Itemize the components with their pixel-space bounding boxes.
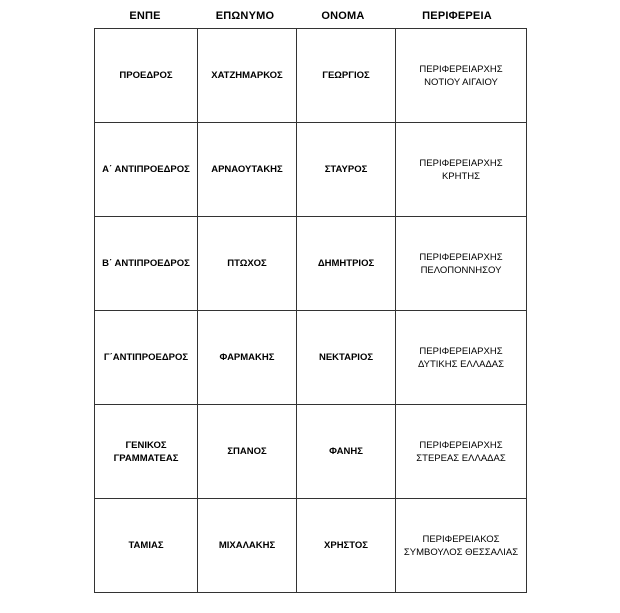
role-text: Α΄ ΑΝΤΙΠΡΟΕΔΡΟΣ (102, 164, 190, 175)
region-line-1: ΠΕΡΙΦΕΡΕΙΑΡΧΗΣ (419, 63, 503, 75)
table-row (95, 405, 527, 499)
role-text: ΠΡΟΕΔΡΟΣ (119, 70, 173, 81)
table-row (95, 123, 527, 217)
header-enpe: ΕΝΠΕ (129, 10, 161, 22)
header-name: ΟΝΟΜΑ (321, 10, 365, 22)
role-cell (95, 217, 198, 311)
region-cell (396, 311, 527, 405)
surname-cell: ΠΤΩΧΟΣ (198, 217, 297, 311)
surname-cell: ΦΑΡΜΑΚΗΣ (198, 311, 297, 405)
role-text: Β΄ ΑΝΤΙΠΡΟΕΔΡΟΣ (102, 258, 190, 269)
surname-cell: ΣΠΑΝΟΣ (198, 405, 297, 499)
name-cell: ΔΗΜΗΤΡΙΟΣ (297, 217, 396, 311)
region-line-1: ΠΕΡΙΦΕΡΕΙΑΡΧΗΣ (419, 251, 503, 263)
region-line-2: ΠΕΛΟΠΟΝΝΗΣΟΥ (420, 264, 502, 276)
region-line-2: ΣΤΕΡΕΑΣ ΕΛΛΑΔΑΣ (416, 452, 506, 464)
region-cell (396, 217, 527, 311)
name-cell: ΧΡΗΣΤΟΣ (297, 499, 396, 593)
role-cell (95, 405, 198, 499)
board-members-table (94, 28, 527, 593)
role-text-line-2: ΓΡΑΜΜΑΤΕΑΣ (113, 452, 179, 464)
table-row (95, 499, 527, 593)
region-cell (396, 29, 527, 123)
role-cell (95, 311, 198, 405)
header-region: ΠΕΡΙΦΕΡΕΙΑ (422, 10, 492, 22)
table-row (95, 311, 527, 405)
surname-cell: ΜΙΧΑΛΑΚΗΣ (198, 499, 297, 593)
region-line-1: ΠΕΡΙΦΕΡΕΙΑΡΧΗΣ (419, 439, 503, 451)
region-line-2: ΔΥΤΙΚΗΣ ΕΛΛΑΔΑΣ (417, 358, 505, 370)
role-text: Γ΄ΑΝΤΙΠΡΟΕΔΡΟΣ (103, 352, 189, 363)
region-line-1: ΠΕΡΙΦΕΡΕΙΑΚΟΣ (422, 533, 500, 545)
table-row (95, 217, 527, 311)
role-cell (95, 123, 198, 217)
region-cell (396, 123, 527, 217)
table-row (95, 29, 527, 123)
role-cell (95, 29, 198, 123)
region-cell (396, 499, 527, 593)
role-text-line-1: ΓΕΝΙΚΟΣ (125, 439, 167, 451)
name-cell: ΣΤΑΥΡΟΣ (297, 123, 396, 217)
role-text: ΤΑΜΙΑΣ (128, 540, 164, 551)
region-line-1: ΠΕΡΙΦΕΡΕΙΑΡΧΗΣ (419, 345, 503, 357)
role-cell (95, 499, 198, 593)
region-line-2: ΚΡΗΤΗΣ (441, 170, 481, 182)
name-cell: ΓΕΩΡΓΙΟΣ (297, 29, 396, 123)
table-header (94, 9, 522, 23)
region-line-1: ΠΕΡΙΦΕΡΕΙΑΡΧΗΣ (419, 157, 503, 169)
region-line-2: ΣΥΜΒΟΥΛΟΣ ΘΕΣΣΑΛΙΑΣ (403, 546, 519, 558)
region-cell (396, 405, 527, 499)
name-cell: ΝΕΚΤΑΡΙΟΣ (297, 311, 396, 405)
surname-cell: ΧΑΤΖΗΜΑΡΚΟΣ (198, 29, 297, 123)
region-line-2: ΝΟΤΙΟΥ ΑΙΓΑΙΟΥ (424, 76, 498, 88)
name-cell: ΦΑΝΗΣ (297, 405, 396, 499)
surname-cell: ΑΡΝΑΟΥΤΑΚΗΣ (198, 123, 297, 217)
header-surname: ΕΠΩΝΥΜΟ (215, 10, 275, 22)
